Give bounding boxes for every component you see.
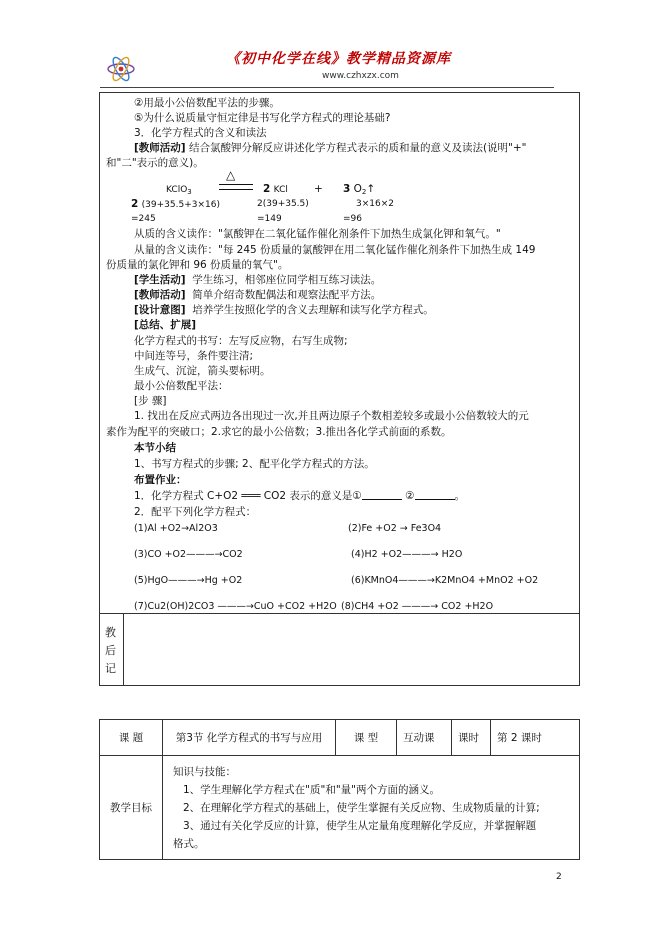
quality-reading: 从质的含义读作："氯酸钾在二氧化锰作催化剂条件下加热生成氯化钾和氧气。"	[134, 228, 501, 240]
goals-content	[163, 756, 580, 860]
summary-line-3: 生成气、沉淀，箭头要标明。	[134, 365, 271, 377]
student-activity	[134, 273, 381, 287]
topic-value: 第3节 化学方程式的书写与应用	[163, 720, 336, 756]
eq-kclo3: KClO$_3$	[166, 185, 192, 196]
goal-3: 3、通过有关化学反应的计算，使学生从定量角度理解化学反应，并掌握解题	[183, 819, 537, 832]
summary-steps-cont: 素作为配平的突破口；2.求它的最小公倍数；3.推出各化学式前面的系数。	[106, 426, 452, 438]
homework-q1-text-b: ②	[405, 490, 415, 502]
summary-steps-label: [步 骤]	[134, 395, 167, 407]
equation-8: (8)CH4 +O2 ———→ CO2 +H2O	[341, 601, 494, 612]
hours-label: 课时	[452, 720, 491, 756]
student-activity-text: 学生练习，相邻座位同学相互练习读法。	[192, 274, 382, 286]
lesson-info-table	[99, 719, 580, 860]
teacher-activity-2-text: 简单介绍奇数配偶法和观察法配平方法。	[192, 289, 382, 301]
design-intent	[134, 303, 434, 317]
eq-o2: 3 $O_2↑$	[343, 183, 376, 196]
mass-calc-kcl: 2(39+35.5)	[257, 199, 309, 209]
equation-1: (1)Al +O2→Al2O3	[134, 523, 218, 534]
section-summary-text: 1、书写方程式的步骤; 2、配平化学方程式的方法。	[134, 458, 375, 470]
step-question-2: ②用最小公倍数配平法的步骤。	[134, 97, 280, 109]
eq-kcl: 2 KCl	[263, 183, 288, 195]
equation-2: (2)Fe +O2 → Fe3O4	[348, 523, 442, 534]
teacher-activity-line	[134, 141, 527, 155]
homework-q2: 2．配平下列化学方程式：	[134, 506, 257, 518]
teacher-activity-cont: 和"二"表示的意义)。	[106, 157, 204, 169]
theory-question-5: ⑤为什么说质量守恒定律是书写化学方程式的理论基础?	[134, 112, 391, 124]
quantity-reading: 从量的含义读作："每 245 份质量的氯酸钾在用二氧化锰作催化剂条件下加热生成 149	[134, 244, 536, 256]
blank-2[interactable]	[415, 489, 455, 500]
mass-result-kcl: =149	[257, 214, 282, 224]
teacher-activity-2	[134, 288, 381, 302]
equation-6: (6)KMnO4———→K2MnO4 +MnO2 +O2	[351, 575, 539, 586]
eq-equals-sign	[219, 184, 253, 190]
eq-condition: △	[226, 168, 236, 182]
teacher-activity-tag: [教师活动]	[134, 142, 186, 154]
design-intent-tag: [设计意图]	[134, 304, 186, 316]
header-rule	[100, 87, 554, 88]
lesson-row-goals	[100, 756, 580, 860]
quantity-reading-cont: 份质量的氯化钾和 96 份质量的氧气"。	[106, 259, 289, 271]
blank-1[interactable]	[362, 489, 402, 500]
mass-calc-kclo3: 2 (39+35.5+3×16)	[131, 198, 220, 210]
equation-4: (4)H2 +O2———→ H2O	[351, 549, 463, 560]
after-class-label: 教后记	[105, 626, 116, 675]
teacher-activity-2-tag: [教师活动]	[134, 289, 186, 301]
goals-label: 教学目标	[100, 756, 163, 860]
mass-result-o2: =96	[343, 214, 362, 224]
topic-label: 课 题	[100, 720, 163, 756]
goals-intro: 知识与技能：	[173, 765, 236, 778]
goal-1: 1、学生理解化学方程式在"质"和"量"两个方面的涵义。	[183, 783, 440, 796]
type-value: 互动课	[397, 720, 452, 756]
equation-5: (5)HgO———→Hg +O2	[134, 575, 243, 586]
homework-title: 布置作业：	[134, 474, 187, 486]
homework-q1-text: 1．化学方程式 C+O2 ═══ CO2 表示的意义是①	[134, 490, 362, 502]
summary-steps-text: 1. 找出在反应式两边各出现过一次,并且两边原子个数相差较多或最小公倍数较大的元	[134, 410, 529, 422]
header-banner-title: 《初中化学在线》教学精品资源库	[226, 51, 451, 67]
page-number: 2	[556, 872, 562, 882]
section-summary-title: 本节小结	[134, 442, 176, 454]
summary-line-2: 中间连等号，条件要注清;	[134, 350, 254, 362]
summary-line-1: 化学方程式的书写：左写反应物，右写生成物;	[134, 335, 348, 347]
mass-result-kclo3: =245	[131, 214, 156, 224]
header-url: www.czhxzx.com	[322, 71, 399, 81]
homework-q1: 1．化学方程式 C+O2 ═══ CO2 表示的意义是① ② 。	[134, 490, 466, 502]
summary-heading: [总结、扩展]	[134, 319, 197, 331]
design-intent-text: 培养学生按照化学的含义去理解和读写化学方程式。	[192, 304, 434, 316]
section-heading-meaning: 3．化学方程式的含义和读法	[134, 127, 267, 139]
header-logo	[106, 54, 136, 84]
equation-3: (3)CO +O2———→CO2	[134, 549, 243, 560]
type-label: 课 型	[336, 720, 397, 756]
eq-plus: +	[314, 183, 323, 195]
after-class-divider	[123, 613, 124, 686]
teacher-activity-text: 结合氯酸钾分解反应讲述化学方程式表示的质和量的意义及读法(说明"+"	[188, 142, 527, 154]
summary-line-4: 最小公倍数配平法：	[134, 380, 229, 392]
goal-4: 格式。	[173, 837, 205, 850]
mass-calc-o2: 3×16×2	[356, 199, 394, 209]
goal-2: 2、在理解化学方程式的基础上，使学生掌握有关反应物、生成物质量的计算;	[183, 801, 540, 814]
atom-icon	[106, 54, 136, 84]
student-activity-tag: [学生活动]	[134, 274, 186, 286]
hours-value: 第 2 课时	[491, 720, 580, 756]
equation-7: (7)Cu2(OH)2CO3 ———→CuO +CO2 +H2O	[134, 601, 337, 612]
lesson-row-topic	[100, 720, 580, 756]
